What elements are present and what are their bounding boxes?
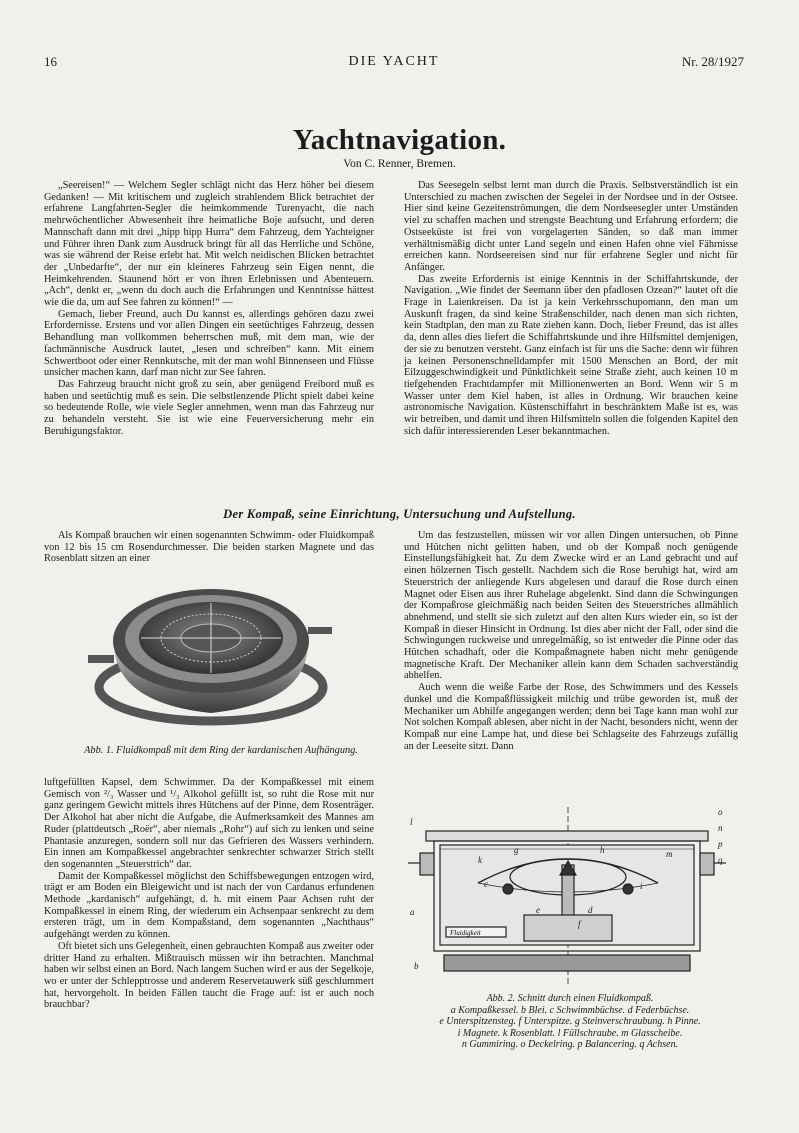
column-right-mid bbox=[404, 530, 738, 752]
part-label-o: o bbox=[718, 807, 723, 817]
part-label-p: p bbox=[718, 839, 723, 849]
figure2-caption bbox=[400, 993, 740, 1051]
section-heading: Der Kompaß, seine Einrichtung, Untersuchung und Aufstellung. bbox=[223, 507, 576, 521]
fluid-label: Fluidigkeit bbox=[450, 929, 481, 937]
figure2-caption-line: n Gummiring. o Deckelring. p Balancering. q Achsen. bbox=[461, 1039, 679, 1051]
article-byline: Von C. Renner, Bremen. bbox=[343, 158, 456, 170]
part-label-d: d bbox=[588, 905, 593, 915]
paragraph: Oft bietet sich uns Gelegenheit, einen gebrauchten Kompaß aus zweiter oder dritter Hand zu erhalten. Mißtrauisch müssen wir ihn betrachten. Manchmal haben wir selbst einen an Bord. Nach langem Suchen wird er aus der Segelkoje, wo er unter der Schlepptrosse und anderem Reservetauwerk süß geschlummert hat, hervorgeholt. In beiden Fällen taucht die Frage auf: ist er auch noch brauchbar? bbox=[44, 940, 374, 1011]
column-right-top bbox=[404, 180, 738, 437]
part-label-b: b bbox=[414, 961, 419, 971]
figure1-caption: Abb. 1. Fluidkompaß mit dem Ring der kardanischen Aufhängung. bbox=[84, 745, 358, 756]
paragraph: Damit der Kompaßkessel möglichst den Schiffsbewegungen entzogen wird, trägt er am Boden ein Bleigewicht und ist nach der von Cardanus erfundenen Methode „kardanisch“ aufgehängt, d. h. mit einem Paar Achsen ruht der Kompaßkessel in einem Ring, der wiederum ein Achsenpaar senkrecht zu dem ersteren trägt, um in dem Kompaßstand, dem sogenannten „Nachthaus“ aufgehängt werden zu können. bbox=[44, 870, 374, 941]
figure-compass-section bbox=[404, 805, 734, 990]
figure-compass-photo bbox=[86, 575, 336, 735]
figure2-caption-line: a Kompaßkessel. b Blei. c Schwimmbüchse. d Federbüchse. bbox=[450, 1004, 690, 1016]
part-label-m: m bbox=[666, 849, 673, 859]
part-label-k: k bbox=[478, 855, 482, 865]
paragraph: Das zweite Erfordernis ist einige Kenntnis in der Schiffahrtskunde, der Navigation. „Wie findet der Seemann über den pfadlosen Ozean?“ lautet oft die Frage in Laienkreisen. Da ist ja kein Verkehrsschupomann, den man um Auskunft fragen, da sind keine Straßenschilder, nach denen man sich richten, kein Stadtplan, den man zu Rate ziehen kann. Doch, lieber Freund, das ist alles da, denn alles dies liefert die Schiffahrtskunde und ihre Hilfsmittel demjenigen, der sie zu benutzen versteht. Ganz einfach ist für uns die Sache: denn wir führen ja keinen Personenschnelldampfer mit 1500 Menschen an Bord, der mit Eilzuggeschwindigkeit und Pünktlichkeit seine Straße zieht, auch keinen 10 m tiefgehenden Frachtdampfer mit Millionenwerten an Bord. Wenn wir 5 m Wasser unter dem Kiel haben, ist alles in Ordnung. Wir brauchen keine astronomische Navigation. Küstenschiffahrt in beschränktem Maße ist es, was wir betreiben, und damit und ihren Hilfsmitteln sollen die folgenden Kapitel den sich dafür interessierenden Leser bekanntmachen. bbox=[404, 273, 738, 437]
running-head bbox=[44, 54, 744, 74]
paragraph: Gemach, lieber Freund, auch Du kannst es, allerdings gehören dazu zwei Erfordernisse. Erstens und vor allen Dingen ein seetüchtiges Fahrzeug, dessen Behandlung man vollkommen beherrschen muß, mit dem man, wie der fachmännische Ausdruck lautet, „lesen und schreiben“ kann. Mit einem Schwertboot oder einer Rennkutsche, mit der man wohl Binnenseen und Flüsse unsicher machen kann, darf man nicht zur See fahren. bbox=[44, 308, 374, 379]
column-left-bottom bbox=[44, 777, 374, 1011]
issue-number: Nr. 28/1927 bbox=[681, 54, 744, 69]
compass-section-drawing bbox=[404, 805, 734, 990]
part-label-f: f bbox=[578, 919, 581, 929]
part-label-a: a bbox=[410, 907, 415, 917]
article-title: Yachtnavigation. bbox=[292, 124, 507, 156]
column-left-top bbox=[44, 180, 374, 437]
figure2-caption-line: e Unterspitzensteg. f Unterspitze. g Steinverschraubung. h Pinne. bbox=[439, 1016, 701, 1028]
paragraph: Als Kompaß brauchen wir einen sogenannten Schwimm- oder Fluidkompaß von 12 bis 15 cm Rosendurchmesser. Die beiden starken Magnete und das Rosenblatt sitzen an einer bbox=[44, 530, 374, 565]
paragraph: „Seereisen!“ — Welchem Segler schlägt nicht das Herz höher bei diesem Gedanken! — Mit kritischem und zugleich strahlendem Blick betrachtet der erfahrene Langfahrten-Segler die heimkommende Turenyacht, die nach mehrwöchentlicher Abwesenheit ihre heimatliche Boje aufsucht, und deren Mannschaft dann mit drei „hipp hipp Hurra“ dem Fahrzeug, dem Yachteigner und Führer ihren Dank zum Ausdruck bringt für all das Herrliche und Schöne, was sie während der Reise erlebt hat. Mit welch neidischen Blicken betrachtet der „Unbedarfte“, der nur ein kleineres Fahrzeug sein Eigen nennt, die Heimkehrenden. Staunend hört er von ihren Erlebnissen und Abenteuern. „Ach“, denkt er, „wenn du doch auch die Erfahrungen und Kenntnisse hättest wie die da, um auf See fahren zu können!“ — bbox=[44, 180, 374, 309]
paragraph: Auch wenn die weiße Farbe der Rose, des Schwimmers und des Kessels dunkel und die Kompaßflüssigkeit milchig und trübe geworden ist, muß der Mechaniker um Abhilfe angegangen werden; denn bei Tage kann man wohl zur Not solchen Kompaß ablesen, aber nicht in der Nacht, besonders nicht, wenn der Kompaß nur eine Lampe hat, und diese bei Schlagseite des Fahrzeugs zufällig an der Leeseite sitzt. Dann bbox=[404, 682, 738, 752]
figure2-caption-line: i Magnete. k Rosenblatt. l Füllschraube. m Glasscheibe. bbox=[457, 1027, 683, 1039]
journal-title: DIE YACHT bbox=[348, 54, 440, 69]
part-label-l: l bbox=[410, 817, 413, 827]
figure2-caption-title: Abb. 2. Schnitt durch einen Fluidkompaß. bbox=[486, 993, 654, 1004]
part-label-n: n bbox=[718, 823, 723, 833]
part-label-c: c bbox=[484, 879, 488, 889]
part-label-h: h bbox=[600, 845, 605, 855]
compass-illustration bbox=[86, 575, 336, 735]
part-label-i: i bbox=[640, 881, 643, 891]
part-label-g: g bbox=[514, 845, 519, 855]
paragraph: Das Fahrzeug braucht nicht groß zu sein, aber genügend Freibord muß es haben und seetüchtig muß es sein. Die selbstlenzende Plicht spielt dabei keine so bedeutende Rolle, wie viele Segler annehmen, wenn man das Fahrzeug nur zu behandeln versteht. Sie ist wie eine Feuerversicherung mehr ein Beruhigungsfaktor. bbox=[44, 378, 374, 437]
paragraph: luftgefüllten Kapsel, dem Schwimmer. Da der Kompaßkessel mit einem Gemisch von ²/₃ Wasser und ¹/₃ Alkohol gefüllt ist, so ruht die Rose mit nur ganz geringem Gewicht mittels ihres Hütchens auf der Pinne, dem Rosenträger. Der Alkohol hat aber nicht die Aufgabe, die Aufmerksamkeit des Mannes am Ruder (plattdeutsch „Roër“, aber niemals „Rohr“) auf sich zu lenken und seine Phantasie anzuregen, sondern soll nur das Gefrieren des Wassers verhindern. Ein innen am Kompaßkessel angebrachter senkrechter schwarzer Strich stellt den sogenannten „Steuerstrich“ dar. bbox=[44, 777, 374, 870]
column-left-mid bbox=[44, 530, 374, 565]
part-label-e: e bbox=[536, 905, 540, 915]
part-label-q: q bbox=[718, 855, 723, 865]
paragraph: Um das festzustellen, müssen wir vor allen Dingen untersuchen, ob Pinne und Hütchen nicht gelitten haben, und ob der Kompaß noch genügende Einstellungsfähigkeit hat. Zu dem Zwecke wird er an Land gebracht und auf einen hölzernen Tisch gestellt. Nachdem sich die Rose beruhigt hat, wird am Steuerstrich der anliegende Kurs abgelesen und darauf die Rose durch einen Magnet oder Eisen aus ihrer Ruhelage abgelenkt. Sind dann die Schwingungen der Kompaßrose gleichmäßig nach beiden Seiten des Steuerstriches allmählich abnehmend, und stellt sie sich zuletzt auf den alten Kurs wieder ein, so ist der Kompaß in dieser Hinsicht in Ordnung. Ist dies aber nicht der Fall, oder sind die Schwingungen ruckweise und unregelmäßig, so ist entweder die Pinne oder das Hütchen schadhaft, oder die Kompaßmagnete haben nicht mehr genügende magnetische Kraft. Der Mechaniker allein kann dem Schaden sachverständig abhelfen. bbox=[404, 530, 738, 682]
page-number: 16 bbox=[44, 54, 57, 69]
paragraph: Das Seesegeln selbst lernt man durch die Praxis. Selbstverständlich ist ein Unterschied zu machen zwischen der Segelei in der Nordsee und in der Ostsee. Hier sind keine Gezeitenströmungen, die dem Nordseesegler unter Umständen viel zu schaffen machen und strengste Beachtung und Erfahrung erfordern; die Ostseeküste ist frei von vorgelagerten Sänden, so daß man immer verhältnismäßig dicht unter Land segeln und einen Hafen ohne viel Fährnisse erreichen kann. Nordseereisen sind nur für erfahrene Segler und nicht für Anfänger. bbox=[404, 180, 738, 273]
